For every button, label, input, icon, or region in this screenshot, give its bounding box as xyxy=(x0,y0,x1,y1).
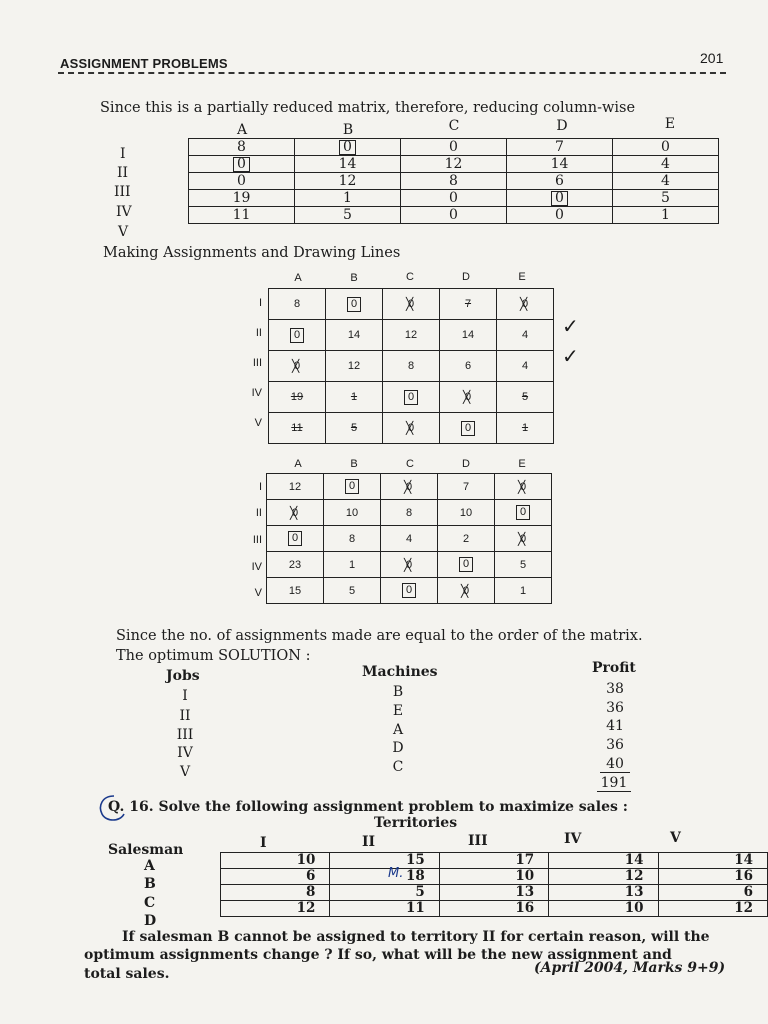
table-cell: 15 xyxy=(330,853,439,869)
table-cell: 14 xyxy=(549,853,658,869)
table-cell xyxy=(440,289,497,320)
assigned-zero: 0 xyxy=(233,157,250,172)
table-row xyxy=(269,320,554,351)
m3-row-label: I xyxy=(258,481,262,493)
table-cell: 14 xyxy=(507,156,613,173)
table-cell: 10 xyxy=(221,853,330,869)
profit-header: Profit xyxy=(592,660,636,676)
table-cell: 6 xyxy=(658,885,767,901)
table-cell: 2 xyxy=(438,526,495,552)
q-col-label: II xyxy=(362,834,376,850)
m1-row-label: III xyxy=(114,184,131,200)
table-row xyxy=(269,289,554,320)
m3-row-label: II xyxy=(255,507,262,519)
follow-up-line-1: If salesman B cannot be assigned to territory II for certain reason, will the xyxy=(122,929,710,945)
m1-row-label: IV xyxy=(116,204,132,220)
table-cell: 14 xyxy=(326,320,383,351)
m1-col-B: B xyxy=(342,122,354,138)
assigned-zero: 0 xyxy=(339,140,356,155)
solution-job: II xyxy=(179,708,191,724)
follow-up-line-3: total sales. xyxy=(84,966,170,982)
cell-value: 5 xyxy=(521,391,529,403)
table-cell: 8 xyxy=(221,885,330,901)
assigned-zero: 0 xyxy=(347,297,361,312)
m1-row-label: II xyxy=(117,165,129,181)
salesman-label: Salesman xyxy=(108,842,184,858)
table-cell xyxy=(326,382,383,413)
m3-col-A: A xyxy=(294,458,302,470)
table-cell xyxy=(267,526,324,552)
cell-value: 19 xyxy=(290,391,304,403)
table-cell xyxy=(324,474,381,500)
table-cell xyxy=(438,552,495,578)
table-cell: 12 xyxy=(326,351,383,382)
crossed-zero: 0 ╳ xyxy=(406,481,412,493)
assigned-zero: 0 xyxy=(288,531,302,546)
table-cell: 13 xyxy=(439,885,548,901)
table-row xyxy=(221,869,768,885)
table-cell: 7 xyxy=(438,474,495,500)
m2-col-D: D xyxy=(462,271,470,283)
table-cell: 6 xyxy=(507,173,613,190)
running-header-title: ASSIGNMENT PROBLEMS xyxy=(60,56,228,71)
table-cell xyxy=(383,289,440,320)
solution-profit: 40 xyxy=(600,756,630,773)
since-paragraph: Since the no. of assignments made are equal to the order of the matrix. xyxy=(116,628,643,644)
table-cell: 19 xyxy=(189,190,295,207)
assigned-zero: 0 xyxy=(551,191,568,206)
table-cell: 12 xyxy=(549,869,658,885)
table-cell: 10 xyxy=(549,901,658,917)
page-number: 201 xyxy=(700,50,724,66)
table-row xyxy=(189,190,719,207)
territories-label: Territories xyxy=(374,815,458,831)
q-col-label: III xyxy=(468,833,488,849)
cell-value: 7 xyxy=(464,298,472,310)
q-col-label: IV xyxy=(564,831,582,847)
table-cell xyxy=(295,139,401,156)
table-cell: 0 xyxy=(401,139,507,156)
table-cell xyxy=(269,351,326,382)
q-col-label: I xyxy=(260,835,267,851)
table-cell: 8 xyxy=(189,139,295,156)
solution-job: III xyxy=(176,727,194,743)
table-cell: 12 xyxy=(401,156,507,173)
question-title xyxy=(108,799,628,815)
table-row xyxy=(189,156,719,173)
solution-job: V xyxy=(179,764,191,780)
table-cell xyxy=(269,320,326,351)
cell-value: 1 xyxy=(350,391,358,403)
m3-row-label: III xyxy=(252,534,262,546)
table-cell: 15 xyxy=(267,578,324,604)
solution-profit: 41 xyxy=(606,718,624,734)
m2-row-label: II xyxy=(255,327,262,339)
table-cell: 5 xyxy=(324,578,381,604)
table-cell xyxy=(383,382,440,413)
crossed-zero: 0 ╳ xyxy=(406,559,412,571)
matrix2-table xyxy=(268,288,554,444)
table-cell xyxy=(326,413,383,444)
solution-machine: D xyxy=(392,740,404,756)
matrix1-table xyxy=(188,138,719,224)
q-col-label: V xyxy=(670,830,681,846)
m3-row-label: IV xyxy=(251,561,262,573)
table-cell: 1 xyxy=(613,207,719,224)
m1-col-E: E xyxy=(664,116,676,132)
q-row-label: A xyxy=(144,858,155,874)
solution-machine: A xyxy=(392,722,404,738)
header-divider xyxy=(58,72,726,74)
table-cell: 1 xyxy=(295,190,401,207)
solution-profit: 36 xyxy=(606,737,624,753)
table-cell: 4 xyxy=(613,173,719,190)
table-cell: 11 xyxy=(189,207,295,224)
assigned-zero: 0 xyxy=(461,421,475,436)
m1-col-D: D xyxy=(556,118,568,134)
table-cell: 12 xyxy=(267,474,324,500)
table-row xyxy=(221,853,768,869)
table-row xyxy=(269,382,554,413)
table-cell: 16 xyxy=(439,901,548,917)
handwritten-circle-icon xyxy=(94,792,134,828)
table-cell: 4 xyxy=(497,351,554,382)
table-cell: 5 xyxy=(613,190,719,207)
table-cell: 14 xyxy=(295,156,401,173)
m3-col-C: C xyxy=(406,458,414,470)
solution-profit: 38 xyxy=(606,681,624,697)
follow-up-line-2: optimum assignments change ? If so, what will be the new assignment and xyxy=(84,947,672,963)
question-text: Solve the following assignment problem to maximize sales : xyxy=(158,799,628,815)
table-cell: 14 xyxy=(658,853,767,869)
m2-row-label: III xyxy=(252,357,262,369)
table-row xyxy=(267,474,552,500)
table-cell: 8 xyxy=(383,351,440,382)
table-cell xyxy=(381,578,438,604)
table-cell: 10 xyxy=(324,500,381,526)
table-cell: 18 xyxy=(330,869,439,885)
intro-paragraph: Since this is a partially reduced matrix, therefore, reducing column-wise xyxy=(100,100,636,116)
jobs-header: Jobs xyxy=(166,668,200,684)
tick-mark-icon: ✓ xyxy=(562,314,579,338)
solution-machine: B xyxy=(392,684,404,700)
assigned-zero: 0 xyxy=(516,505,530,520)
table-cell xyxy=(497,382,554,413)
table-cell xyxy=(189,156,295,173)
table-row xyxy=(221,901,768,917)
solution-job: I xyxy=(182,688,188,704)
table-row xyxy=(267,552,552,578)
table-cell: 17 xyxy=(439,853,548,869)
table-cell: 8 xyxy=(324,526,381,552)
table-cell xyxy=(497,289,554,320)
table-cell xyxy=(381,552,438,578)
assigned-zero: 0 xyxy=(404,390,418,405)
table-cell: 16 xyxy=(658,869,767,885)
assigned-zero: 0 xyxy=(290,328,304,343)
crossed-zero: 0 ╳ xyxy=(465,391,471,403)
solution-job: IV xyxy=(177,745,193,761)
table-cell: 12 xyxy=(221,901,330,917)
table-cell xyxy=(381,474,438,500)
table-cell: 0 xyxy=(401,190,507,207)
crossed-zero: 0 ╳ xyxy=(522,298,528,310)
cell-value: 1 xyxy=(521,422,529,434)
table-cell: 0 xyxy=(507,207,613,224)
crossed-zero: 0 ╳ xyxy=(294,360,300,372)
table-cell: 12 xyxy=(295,173,401,190)
table-cell xyxy=(495,474,552,500)
table-cell: 7 xyxy=(507,139,613,156)
table-cell xyxy=(269,413,326,444)
matrix3-table xyxy=(266,473,552,604)
table-row xyxy=(269,351,554,382)
solution-profit: 36 xyxy=(606,700,624,716)
table-cell: 0 xyxy=(401,207,507,224)
optimum-solution-heading: The optimum SOLUTION : xyxy=(116,648,311,664)
crossed-zero: 0 ╳ xyxy=(408,298,414,310)
table-cell: 11 xyxy=(330,901,439,917)
crossed-zero: 0 ╳ xyxy=(463,585,469,597)
m1-row-label: V xyxy=(118,224,129,240)
section-heading-making-assignments: Making Assignments and Drawing Lines xyxy=(103,245,401,261)
m1-row-label: I xyxy=(120,146,126,162)
table-cell: 4 xyxy=(497,320,554,351)
table-cell: 6 xyxy=(440,351,497,382)
table-cell: 12 xyxy=(383,320,440,351)
m1-col-C: C xyxy=(448,118,460,134)
question-source: (April 2004, Marks 9+9) xyxy=(534,960,726,976)
table-row xyxy=(189,173,719,190)
m2-col-E: E xyxy=(518,271,526,283)
assigned-zero: 0 xyxy=(345,479,359,494)
m2-col-C: C xyxy=(406,271,414,283)
m3-col-D: D xyxy=(462,458,470,470)
table-row xyxy=(267,500,552,526)
table-cell: 4 xyxy=(613,156,719,173)
table-cell: 5 xyxy=(330,885,439,901)
table-cell: 14 xyxy=(440,320,497,351)
table-row xyxy=(267,578,552,604)
assigned-zero: 0 xyxy=(459,557,473,572)
table-cell: 5 xyxy=(495,552,552,578)
table-row xyxy=(269,413,554,444)
table-cell: 13 xyxy=(549,885,658,901)
table-cell: 1 xyxy=(495,578,552,604)
table-cell: 23 xyxy=(267,552,324,578)
table-cell xyxy=(495,500,552,526)
m2-row-label: V xyxy=(254,417,262,429)
cell-value: 11 xyxy=(291,422,303,434)
sales-table xyxy=(220,852,768,917)
solution-total: 191 xyxy=(597,775,631,792)
table-cell xyxy=(507,190,613,207)
table-cell xyxy=(269,382,326,413)
table-cell: 10 xyxy=(438,500,495,526)
table-cell xyxy=(326,289,383,320)
table-cell: 5 xyxy=(295,207,401,224)
crossed-zero: 0 ╳ xyxy=(408,422,414,434)
table-cell xyxy=(497,413,554,444)
table-cell: 8 xyxy=(269,289,326,320)
table-row xyxy=(267,526,552,552)
table-cell: 0 xyxy=(189,173,295,190)
m2-row-label: IV xyxy=(251,387,262,399)
table-cell xyxy=(267,500,324,526)
m2-row-label: I xyxy=(258,297,262,309)
tick-mark-icon: ✓ xyxy=(562,344,579,368)
table-cell xyxy=(495,526,552,552)
table-row xyxy=(189,139,719,156)
assigned-zero: 0 xyxy=(402,583,416,598)
solution-machine: C xyxy=(392,759,404,775)
table-cell: 4 xyxy=(381,526,438,552)
m2-col-B: B xyxy=(350,272,358,284)
table-cell xyxy=(438,578,495,604)
q-row-label: C xyxy=(144,895,156,911)
table-cell: 8 xyxy=(401,173,507,190)
table-cell: 0 xyxy=(613,139,719,156)
handwritten-annotation: M. xyxy=(388,866,404,881)
m3-col-B: B xyxy=(350,458,358,470)
table-cell: 6 xyxy=(221,869,330,885)
question-number: Q. 16. xyxy=(108,799,154,815)
m3-row-label: V xyxy=(254,587,262,599)
m3-col-E: E xyxy=(518,458,526,470)
table-cell: 8 xyxy=(381,500,438,526)
machines-header: Machines xyxy=(362,664,438,680)
table-row xyxy=(221,885,768,901)
q-row-label: D xyxy=(144,913,157,929)
table-cell: 12 xyxy=(658,901,767,917)
table-cell xyxy=(440,413,497,444)
crossed-zero: 0 ╳ xyxy=(520,533,526,545)
table-cell xyxy=(440,382,497,413)
table-cell: 1 xyxy=(324,552,381,578)
crossed-zero: 0 ╳ xyxy=(292,507,298,519)
solution-machine: E xyxy=(392,703,404,719)
crossed-zero: 0 ╳ xyxy=(520,481,526,493)
q-row-label: B xyxy=(144,876,156,892)
m1-col-A: A xyxy=(236,122,248,138)
table-cell: 10 xyxy=(439,869,548,885)
m2-col-A: A xyxy=(294,272,302,284)
cell-value: 5 xyxy=(350,422,358,434)
table-cell xyxy=(383,413,440,444)
table-row xyxy=(189,207,719,224)
